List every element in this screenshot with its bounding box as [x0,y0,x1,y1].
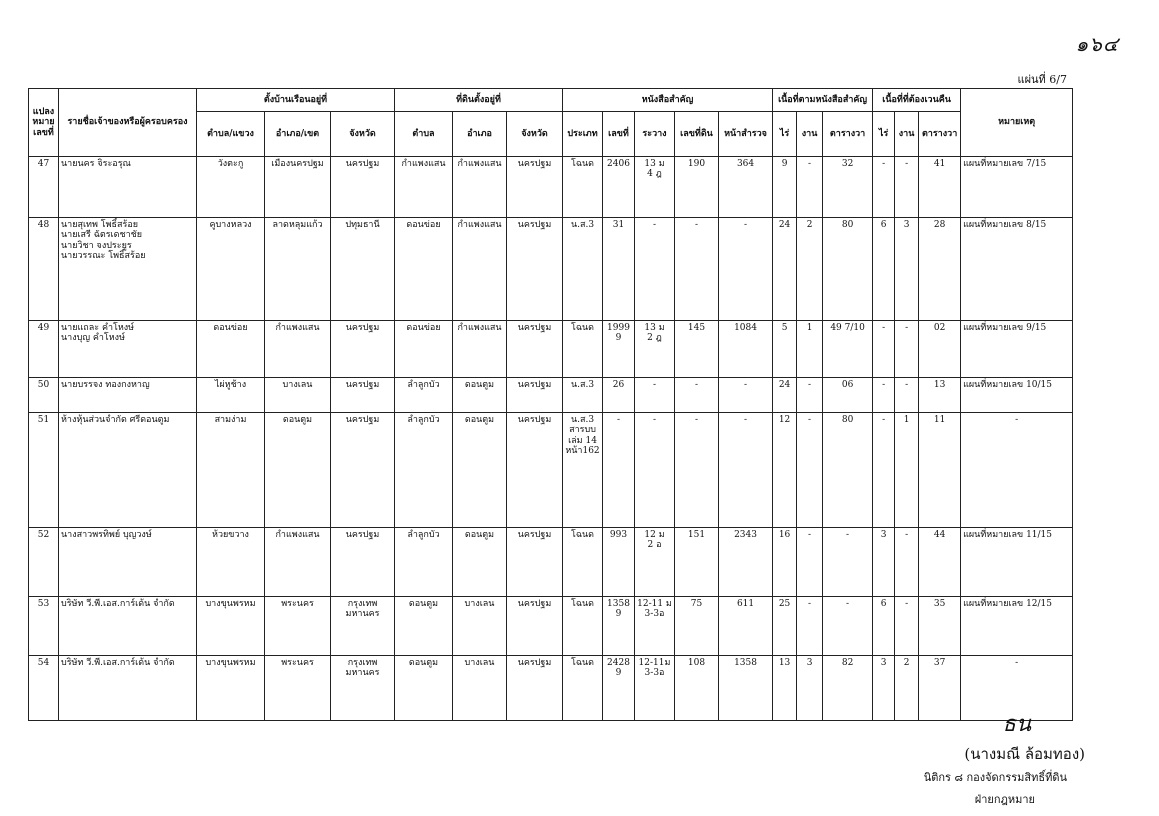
doc-no: 19999 [603,321,635,378]
land-tambon: ลำลูกบัว [395,413,453,528]
header-land-location: ที่ดินตั้งอยู่ที่ [395,89,563,112]
res-amphoe: บางเลน [265,378,331,413]
area-rai: 24 [773,218,797,321]
res-amphoe: กำแพงแสน [265,528,331,597]
area-ngan: 2 [797,218,823,321]
remark: แผนที่หมายเลข 8/15 [961,218,1073,321]
area-rai: 24 [773,378,797,413]
land-province: นครปฐม [507,378,563,413]
land-no: 151 [675,528,719,597]
area-rai: 16 [773,528,797,597]
exprop-sq-wa: 28 [919,218,961,321]
exprop-rai: - [873,413,895,528]
res-province: นครปฐม [331,413,395,528]
area-ngan: 3 [797,656,823,721]
rawang: 12-11ม 3-3อ [635,656,675,721]
owner-names: ห้างหุ้นส่วนจำกัด ศรีดอนตูม [59,413,197,528]
header-rai: ไร่ [773,112,797,157]
res-amphoe: พระนคร [265,656,331,721]
land-no: 108 [675,656,719,721]
owner-names: นายบรรจง ทองกงหาญ [59,378,197,413]
exprop-sq-wa: 02 [919,321,961,378]
res-amphoe: ดอนตูม [265,413,331,528]
land-amphoe: ดอนตูม [453,378,507,413]
area-ngan: 1 [797,321,823,378]
res-amphoe: เมืองนครปฐม [265,157,331,218]
area-sq-wa: 82 [823,656,873,721]
area-rai: 12 [773,413,797,528]
rawang: - [635,378,675,413]
rawang: 12-11 ม 3-3อ [635,597,675,656]
sheet-number: แผ่นที่ 6/7 [1017,73,1067,86]
owner-names: บริษัท วี.พี.เอส.การ์เด้น จำกัด [59,597,197,656]
header-area-exprop: เนื้อที่ที่ต้องเวนคืน [873,89,961,112]
header-land-province: จังหวัด [507,112,563,157]
header-area-doc: เนื้อที่ตามหนังสือสำคัญ [773,89,873,112]
rawang: - [635,218,675,321]
land-amphoe: กำแพงแสน [453,321,507,378]
header-rai-exprop: ไร่ [873,112,895,157]
exprop-ngan: - [895,597,919,656]
top-page-number: ๑๖๔ [1075,32,1119,56]
header-owner: รายชื่อเจ้าของหรือผู้ครอบครอง [59,89,197,157]
remark: แผนที่หมายเลข 7/15 [961,157,1073,218]
res-province: นครปฐม [331,378,395,413]
land-expropriation-table [28,88,1073,721]
header-land-tambon: ตำบล [395,112,453,157]
area-ngan: - [797,528,823,597]
area-rai: 25 [773,597,797,656]
table-header [29,89,1073,157]
land-amphoe: บางเลน [453,656,507,721]
exprop-sq-wa: 37 [919,656,961,721]
res-tambon: ไผ่หูช้าง [197,378,265,413]
area-sq-wa: - [823,528,873,597]
table-row [29,656,1073,721]
area-rai: 13 [773,656,797,721]
survey-page: 2343 [719,528,773,597]
land-province: นครปฐม [507,528,563,597]
res-province: ปทุมธานี [331,218,395,321]
header-sq-wa-exprop: ตารางวา [919,112,961,157]
res-province: นครปฐม [331,321,395,378]
exprop-sq-wa: 35 [919,597,961,656]
rawang: 12 ม 2 อ [635,528,675,597]
land-tambon: ดอนตูม [395,597,453,656]
exprop-rai: - [873,321,895,378]
area-ngan: - [797,378,823,413]
exprop-rai: - [873,378,895,413]
land-tambon: กำแพงแสน [395,157,453,218]
parcel-no: 48 [29,218,59,321]
land-no: 75 [675,597,719,656]
land-province: นครปฐม [507,413,563,528]
exprop-ngan: - [895,157,919,218]
land-province: นครปฐม [507,597,563,656]
area-sq-wa: 80 [823,413,873,528]
parcel-no: 51 [29,413,59,528]
header-document: หนังสือสำคัญ [563,89,773,112]
res-tambon: ดอนข่อย [197,321,265,378]
exprop-rai: 3 [873,528,895,597]
parcel-no: 52 [29,528,59,597]
res-province: นครปฐม [331,157,395,218]
exprop-sq-wa: 11 [919,413,961,528]
owner-names: นายนคร จิระอรุณ [59,157,197,218]
survey-page: 611 [719,597,773,656]
header-parcel: แปลง หมาย เลขที่ [29,89,59,157]
remark: แผนที่หมายเลข 11/15 [961,528,1073,597]
doc-type: โฉนด [563,597,603,656]
table-row [29,378,1073,413]
land-amphoe: ดอนตูม [453,413,507,528]
exprop-sq-wa: 44 [919,528,961,597]
survey-page: 1358 [719,656,773,721]
res-province: กรุงเทพ มหานคร [331,597,395,656]
exprop-rai: 6 [873,218,895,321]
parcel-no: 47 [29,157,59,218]
exprop-sq-wa: 13 [919,378,961,413]
header-survey-page: หน้าสำรวจ [719,112,773,157]
header-amphoe: อำเภอ/เขต [265,112,331,157]
area-sq-wa: - [823,597,873,656]
land-no: 190 [675,157,719,218]
exprop-ngan: - [895,528,919,597]
rawang: 13 ม 4 ฎ [635,157,675,218]
doc-type: โฉนด [563,321,603,378]
survey-page: - [719,413,773,528]
land-tambon: ดอนตูม [395,656,453,721]
res-amphoe: พระนคร [265,597,331,656]
area-sq-wa: 80 [823,218,873,321]
owner-names: นางสาวพรทิพย์ บุญวงษ์ [59,528,197,597]
parcel-no: 53 [29,597,59,656]
land-tambon: ดอนข่อย [395,218,453,321]
doc-no: 26 [603,378,635,413]
table-row [29,413,1073,528]
remark: แผนที่หมายเลข 12/15 [961,597,1073,656]
res-tambon: วังตะกู [197,157,265,218]
area-sq-wa: 06 [823,378,873,413]
table-row [29,218,1073,321]
survey-page: - [719,378,773,413]
land-tambon: ลำลูกบัว [395,528,453,597]
res-tambon: ห้วยขวาง [197,528,265,597]
res-tambon: บางขุนพรหม [197,597,265,656]
res-tambon: บางขุนพรหม [197,656,265,721]
header-province: จังหวัด [331,112,395,157]
owner-names: นายแถละ คำโหงษ์ นางบุญ คำโหงษ์ [59,321,197,378]
table-row [29,597,1073,656]
land-amphoe: บางเลน [453,597,507,656]
header-rawang: ระวาง [635,112,675,157]
header-residence: ตั้งบ้านเรือนอยู่ที่ [197,89,395,112]
signatory-department: ฝ่ายกฎหมาย [974,793,1035,806]
rawang: 13 ม 2 ฎ [635,321,675,378]
doc-no: 24289 [603,656,635,721]
table-row [29,321,1073,378]
table-body [29,157,1073,721]
land-amphoe: กำแพงแสน [453,218,507,321]
doc-type: น.ส.3 [563,378,603,413]
doc-type: น.ส.3 สารบบ เล่ม 14 หน้า162 [563,413,603,528]
exprop-rai: - [873,157,895,218]
header-tambon: ตำบล/แขวง [197,112,265,157]
area-ngan: - [797,157,823,218]
signatory-position: นิติกร ๘ กองจัดกรรมสิทธิ์ที่ดิน [923,771,1067,784]
header-land-amphoe: อำเภอ [453,112,507,157]
doc-no: 993 [603,528,635,597]
survey-page: 1084 [719,321,773,378]
remark: - [961,656,1073,721]
res-province: กรุงเทพ มหานคร [331,656,395,721]
parcel-no: 54 [29,656,59,721]
land-province: นครปฐม [507,656,563,721]
land-no: - [675,413,719,528]
remark: แผนที่หมายเลข 9/15 [961,321,1073,378]
owner-names: บริษัท วี.พี.เอส.การ์เด้น จำกัด [59,656,197,721]
doc-no: 31 [603,218,635,321]
area-rai: 5 [773,321,797,378]
exprop-rai: 3 [873,656,895,721]
remark: แผนที่หมายเลข 10/15 [961,378,1073,413]
land-amphoe: กำแพงแสน [453,157,507,218]
land-amphoe: ดอนตูม [453,528,507,597]
doc-type: โฉนด [563,656,603,721]
doc-type: น.ส.3 [563,218,603,321]
res-amphoe: กำแพงแสน [265,321,331,378]
doc-no: - [603,413,635,528]
header-land-no: เลขที่ดิน [675,112,719,157]
survey-page: - [719,218,773,321]
land-no: 145 [675,321,719,378]
area-rai: 9 [773,157,797,218]
header-doc-no: เลขที่ [603,112,635,157]
exprop-ngan: 3 [895,218,919,321]
land-no: - [675,218,719,321]
doc-no: 13589 [603,597,635,656]
res-amphoe: ลาดหลุมแก้ว [265,218,331,321]
header-sq-wa: ตารางวา [823,112,873,157]
land-province: นครปฐม [507,218,563,321]
exprop-ngan: - [895,321,919,378]
survey-page: 364 [719,157,773,218]
header-ngan-exprop: งาน [895,112,919,157]
owner-names: นายสุเทพ โพธิ์สร้อย นายเสรี ฉัตรเดชาชัย นายวิชา จงประยูร นายวรรณะ โพธิ์สร้อย [59,218,197,321]
exprop-ngan: 2 [895,656,919,721]
area-sq-wa: 49 7/10 [823,321,873,378]
doc-type: โฉนด [563,528,603,597]
parcel-no: 50 [29,378,59,413]
exprop-ngan: 1 [895,413,919,528]
area-ngan: - [797,413,823,528]
table-row [29,157,1073,218]
signatory-name: (นางมณี ล้อมทอง) [964,745,1085,763]
res-province: นครปฐม [331,528,395,597]
handwritten-signature: ธน [1002,712,1031,737]
doc-type: โฉนด [563,157,603,218]
doc-no: 2406 [603,157,635,218]
land-no: - [675,378,719,413]
header-ngan: งาน [797,112,823,157]
res-tambon: คูบางหลวง [197,218,265,321]
exprop-sq-wa: 41 [919,157,961,218]
area-sq-wa: 32 [823,157,873,218]
area-ngan: - [797,597,823,656]
header-remarks: หมายเหตุ [961,89,1073,157]
parcel-no: 49 [29,321,59,378]
land-tambon: ดอนข่อย [395,321,453,378]
exprop-rai: 6 [873,597,895,656]
land-province: นครปฐม [507,321,563,378]
header-doc-type: ประเภท [563,112,603,157]
exprop-ngan: - [895,378,919,413]
res-tambon: สามง่าม [197,413,265,528]
land-province: นครปฐม [507,157,563,218]
land-tambon: ลำลูกบัว [395,378,453,413]
remark: - [961,413,1073,528]
table-row [29,528,1073,597]
rawang: - [635,413,675,528]
